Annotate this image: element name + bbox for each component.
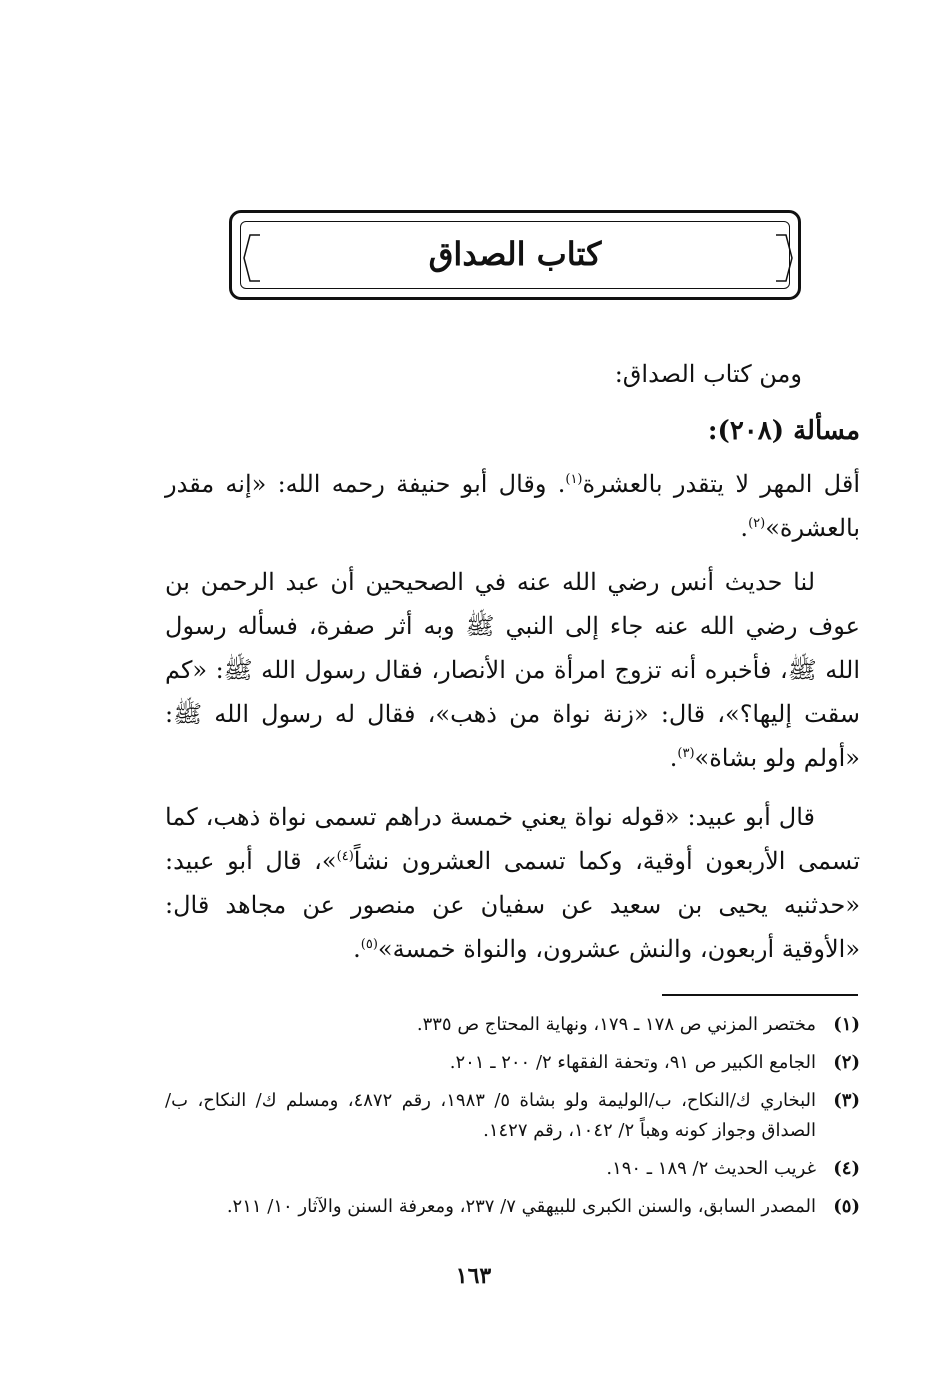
paragraph-3-text-a: قال أبو عبيد: «قوله نواة يعني خمسة دراهم تسمى نواة ذهب، كما تسمى الأربعون أوقية، وكما تسمى العشرون نشاً bbox=[165, 803, 860, 875]
paragraph-1-text-b: . وقال أبو حنيفة رحمه الله: «إنه مقدر بالعشرة» bbox=[165, 470, 860, 542]
footnote-item bbox=[165, 1154, 860, 1184]
issue-heading: مسألة (٢٠٨): bbox=[707, 416, 860, 446]
page-number: ١٦٣ bbox=[455, 1263, 492, 1289]
footnote-number: (٣) bbox=[833, 1090, 860, 1111]
footnote-text: المصدر السابق، والسنن الكبرى للبيهقي ٧/ ٢٣٧، ومعرفة السنن والآثار ١٠/ ٢١١. bbox=[226, 1196, 816, 1217]
footnote-text: الجامع الكبير ص ٩١، وتحفة الفقهاء ٢/ ٢٠٠ ـ ٢٠١. bbox=[449, 1052, 816, 1073]
footnote-ref-2[interactable]: (٢) bbox=[748, 516, 766, 531]
paragraph-3 bbox=[165, 795, 860, 971]
footnote-text: غريب الحديث ٢/ ١٨٩ ـ ١٩٠. bbox=[606, 1158, 816, 1179]
footnote-number: (٥) bbox=[833, 1196, 860, 1217]
footnote-divider bbox=[662, 994, 858, 996]
footnote-item bbox=[165, 1192, 860, 1222]
footnote-ref-3[interactable]: (٣) bbox=[677, 746, 695, 761]
intro-line: ومن كتاب الصداق: bbox=[614, 360, 802, 388]
footnote-number: (١) bbox=[833, 1014, 860, 1035]
footnote-item bbox=[165, 1010, 860, 1040]
footnote-number: (٤) bbox=[833, 1158, 860, 1179]
paragraph-1 bbox=[165, 462, 860, 550]
paragraph-2 bbox=[165, 560, 860, 780]
paragraph-1-text-a: أقل المهر لا يتقدر بالعشرة bbox=[582, 470, 860, 498]
footnote-text: البخاري ك/النكاح، ب/الوليمة ولو بشاة ٥/ ١٩٨٣، رقم ٤٨٧٢، ومسلم ك/ النكاح، ب/الصداق وجواز كونه وهباً ٢/ ١٠٤٢، رقم ١٤٢٧. bbox=[165, 1090, 816, 1141]
footnote-item bbox=[165, 1086, 860, 1146]
footnote-ref-5[interactable]: (٥) bbox=[360, 937, 378, 952]
paragraph-3-text-c: . bbox=[353, 935, 361, 963]
footnote-ref-4[interactable]: (٤) bbox=[336, 849, 354, 864]
footnotes-list bbox=[165, 1010, 860, 1230]
footnote-ref-1[interactable]: (١) bbox=[565, 472, 583, 487]
chapter-title-frame bbox=[229, 210, 801, 300]
footnote-number: (٢) bbox=[833, 1052, 860, 1073]
chapter-title: كتاب الصداق bbox=[428, 235, 602, 273]
paragraph-2-text-a: لنا حديث أنس رضي الله عنه في الصحيحين أن عبد الرحمن بن عوف رضي الله عنه جاء إلى النبي ﷺ وبه أثر صفرة، فسأله رسول الله ﷺ، فأخبره أنه تزوج امرأة من الأنصار، فقال رسول الله ﷺ: «كم سقت إليها؟»، قال: «زنة نواة من ذهب»، فقال له رسول الله ﷺ: «أولم ولو بشاة» bbox=[165, 568, 860, 772]
footnote-text: مختصر المزني ص ١٧٨ ـ ١٧٩، ونهاية المحتاج ص ٣٣٥. bbox=[416, 1014, 816, 1035]
paragraph-3-text-b: »، قال أبو عبيد: «حدثنيه يحيى بن سعيد عن سفيان عن منصور عن مجاهد قال: «الأوقية أربعون، والنش عشرون، والنواة خمسة» bbox=[165, 847, 860, 963]
paragraph-2-text-b: . bbox=[669, 744, 678, 772]
footnote-item bbox=[165, 1048, 860, 1078]
paragraph-1-text-c: . bbox=[740, 514, 749, 542]
